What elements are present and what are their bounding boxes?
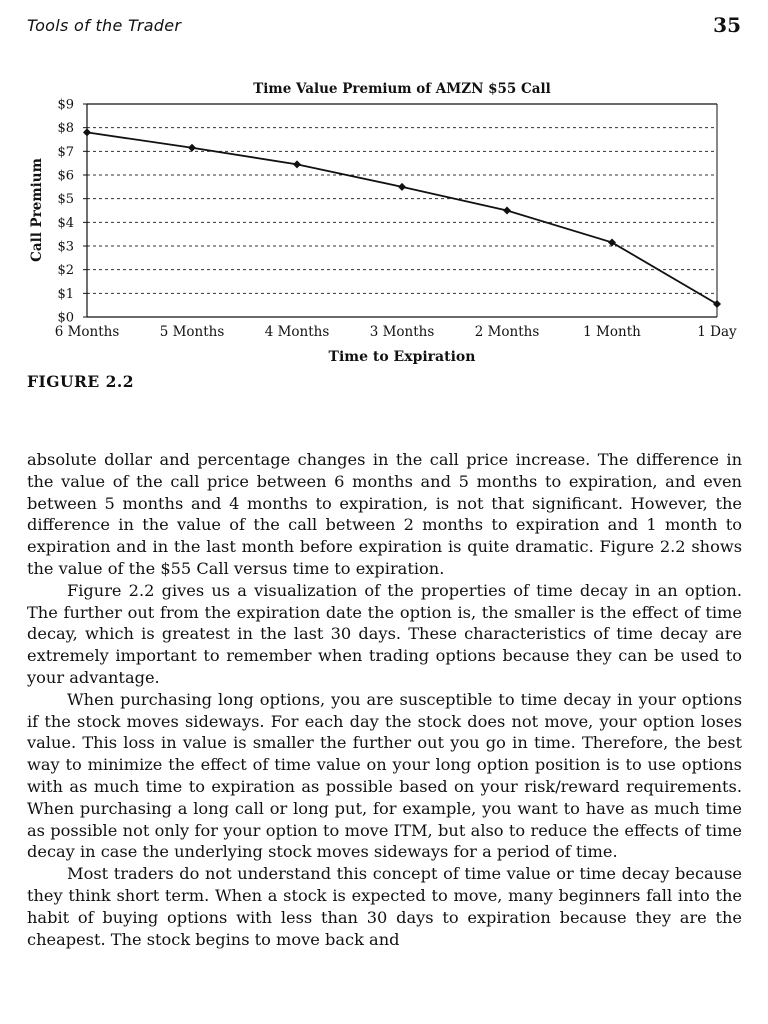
x-tick-labels [55, 324, 737, 340]
paragraph: absolute dollar and percentage changes in the call price increase. The difference in the value of the call price between 6 months and 5 months to expiration, and even between 5 months and 4 months to expiration, is not that significant. However, the difference in the value of the call between 2 months to expiration and 1 month to expiration and in the last month before expiration is quite dramatic. Figure 2.2 shows the value of the $55 Call versus time to expiration. [27, 450, 742, 578]
data-point [83, 128, 91, 136]
data-point [503, 207, 511, 215]
y-axis-label: Call Premium [29, 158, 45, 262]
running-head: Tools of the Trader [27, 16, 182, 35]
x-axis-label: Time to Expiration [328, 349, 476, 365]
x-tick-label: 5 Months [159, 324, 225, 340]
chart-axes [83, 104, 717, 317]
y-tick-label: $0 [57, 310, 74, 326]
y-tick-label: $4 [57, 215, 74, 231]
y-tick-label: $5 [57, 192, 74, 208]
data-point [713, 300, 721, 308]
data-point [398, 183, 406, 191]
y-tick-label: $6 [57, 168, 74, 184]
data-point [608, 238, 616, 246]
x-tick-label: 1 Month [583, 324, 641, 340]
y-tick-label: $1 [57, 286, 74, 302]
y-tick-label: $3 [57, 239, 74, 255]
x-tick-label: 1 Day [697, 324, 737, 340]
y-tick-label: $9 [57, 97, 74, 113]
y-tick-label: $2 [57, 263, 74, 279]
paragraph: Most traders do not understand this concept of time value or time decay because they think short term. When a stock is expected to move, many beginners fall into the habit of buying options with less than 30 days to expiration because they are the cheapest. The stock begins to move back and [27, 864, 742, 949]
series-call-premium [83, 128, 721, 308]
x-tick-label: 4 Months [264, 324, 330, 340]
figure-caption: FIGURE 2.2 [27, 372, 135, 391]
x-tick-label: 3 Months [369, 324, 435, 340]
chart-title: Time Value Premium of AMZN $55 Call [253, 81, 551, 97]
y-tick-label: $7 [57, 144, 74, 160]
y-tick-label: $8 [57, 121, 74, 137]
y-tick-labels [57, 98, 74, 326]
series-line [87, 132, 717, 304]
body-text [27, 449, 742, 950]
page-number: 35 [713, 13, 741, 37]
x-tick-label: 6 Months [54, 324, 120, 340]
data-point [293, 160, 301, 168]
data-point [188, 144, 196, 152]
x-tick-label: 2 Months [474, 324, 540, 340]
paragraph: Figure 2.2 gives us a visualization of the properties of time decay in an option. The further out from the expiration date the option is, the smaller is the effect of time decay, which is greatest in the last 30 days. These characteristics of time decay are extremely important to remember when trading options because they can be used to your advantage. [27, 580, 742, 687]
chart-gridlines [87, 128, 717, 294]
time-value-chart [0, 70, 768, 370]
paragraph: When purchasing long options, you are susceptible to time decay in your options if the stock moves sideways. For each day the stock does not move, your option loses value. This loss in value is smaller the further out you go in time. Therefore, the best way to minimize the effect of time value on your long option position is to use options with as much time to expiration as possible based on your risk/reward requirements. When purchasing a long call or long put, for example, you want to have as much time as possible not only for your option to move ITM, but also to reduce the effects of time decay in case the underlying stock moves sideways for a period of time. [27, 689, 742, 862]
